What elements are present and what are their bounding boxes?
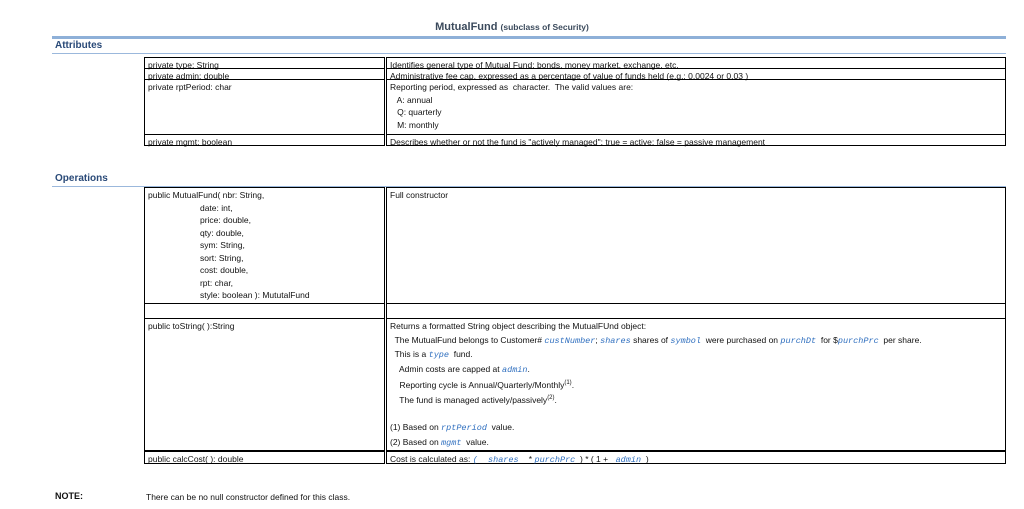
tostring-text: fund. [449,349,473,359]
note-text: There can be no null constructor defined for this class. [146,492,351,502]
title-rule [52,36,1006,39]
code-shares: shares [600,335,631,346]
tostring-text: Admin costs are capped at [398,363,502,374]
class-subtitle: (subclass of Security) [500,22,589,32]
tostring-text: per share. [878,334,922,345]
note-label: NOTE: [55,491,83,501]
attributes-rule [52,53,1006,54]
attr-desc-rptperiod [386,79,1006,135]
op-spacer-left [144,303,385,318]
page-title [0,21,1024,33]
calccost-text: ) * ( 1 + [575,454,611,464]
calccost-text: Cost is calculated as: [390,454,473,464]
op-desc-tostring [386,318,1006,451]
attributes-heading: Attributes [55,40,103,51]
attr-name-admin: private admin: double [144,68,385,80]
tostring-text: The MutualFund belongs to Customer# [394,334,545,345]
tostring-text: . [527,363,530,374]
ctor-param: rpt: char, [199,277,234,288]
ctor-param: date: int, [199,202,233,213]
ctor-param: cost: double, [199,265,249,275]
op-sig-tostring: public toString( ):String [144,318,385,451]
code-mgmt: mgmt [441,437,462,448]
footnote-ref-1: (1) [564,380,572,386]
op-desc-calccost [386,451,1006,464]
footnote-ref-2: (2) [547,395,555,402]
code-admin: admin [502,364,528,375]
code-shares: ( shares [472,455,529,465]
ctor-param: qty: double, [199,227,244,238]
ctor-param: price: double, [199,215,252,225]
tostring-text: value. [461,436,489,447]
tostring-text: This is a [394,349,429,359]
ctor-param: sort: String, [199,252,244,263]
code-symbol: symbol [670,335,702,346]
ctor-param: style: boolean ): MututalFund [199,290,310,300]
op-spacer-right [386,303,1006,318]
tostring-text: ; [595,334,601,345]
footnote-2: (2) Based on [390,436,442,447]
ctor-param: sym: String, [199,240,245,250]
attr-name-type: private type: String [144,57,385,69]
ctor-sig-line: public MutualFund( nbr: String, [148,190,265,200]
tostring-text: The fund is managed actively/passively [399,395,548,406]
attr-desc-admin: Administrative fee cap, expressed as a percentage of value of funds held (e.g.: 0.0024 or 0.03 ) [386,68,1006,80]
tostring-text: . [571,379,575,390]
code-purchprc: purchPrc [534,455,576,465]
operations-heading: Operations [55,173,108,184]
op-desc-constructor: Full constructor [386,187,1006,304]
tostring-text: for $ [816,334,838,345]
tostring-line: Returns a formatted String object describing the MutualFUnd object: [390,321,647,331]
footnote-1: (1) Based on [390,422,442,433]
attr-name-rptperiod: private rptPeriod: char [144,79,385,135]
code-type: type [428,350,449,360]
attr-desc-mgmt: Describes whether or not the fund is "actively managed": true = active; false = passive management [386,134,1006,146]
calccost-text: * [528,454,535,464]
tostring-text: Reporting cycle is Annual/Quarterly/Monthly [399,379,565,390]
tostring-text: . [554,395,557,406]
code-custnumber: custNumber [544,335,596,346]
code-purchprc: purchPrc [837,335,879,346]
op-sig-constructor [144,187,385,304]
code-purchdt: purchDt [780,335,817,346]
tostring-text: were purchased on [701,334,781,345]
rptperiod-desc-text: Reporting period, expressed as character. The valid values are: [390,82,634,92]
calccost-text: ) [641,454,649,464]
rptperiod-value-a: A: annual [396,94,433,105]
code-rptperiod: rptPeriod [441,423,487,434]
attr-name-mgmt: private mgmt: boolean [144,134,385,146]
tostring-text: shares of [630,334,671,345]
code-admin: admin [610,455,642,465]
tostring-text: value. [486,422,515,433]
attr-desc-type: Identifies general type of Mutual Fund: bonds, money market, exchange, etc. [386,57,1006,69]
rptperiod-value-q: Q: quarterly [397,107,442,117]
class-name: MutualFund [435,21,498,33]
op-sig-calccost: public calcCost( ): double [144,451,385,464]
rptperiod-value-m: M: monthly [397,119,439,130]
